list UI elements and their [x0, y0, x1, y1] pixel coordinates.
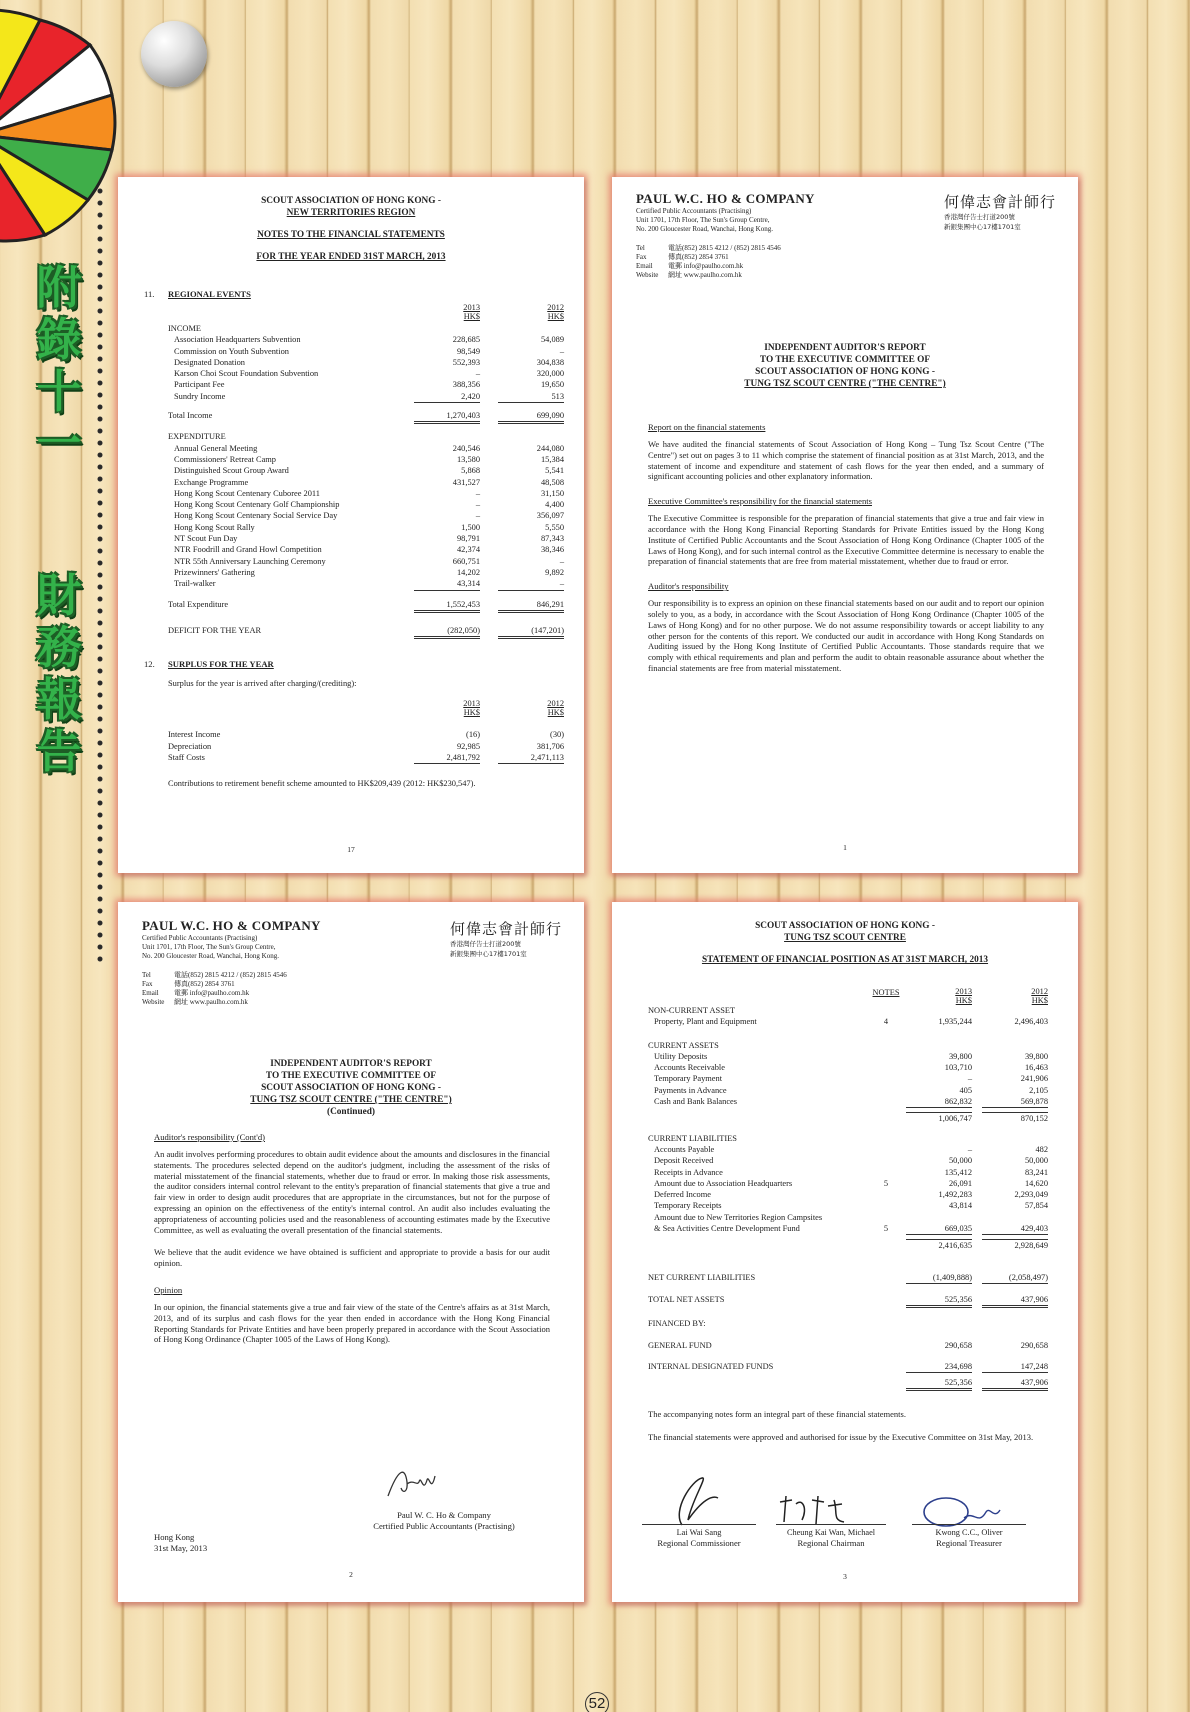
current-liabilities	[648, 1144, 1048, 1235]
side-title: 附 錄 十 一 財 務 報 告	[36, 261, 82, 778]
expenditure-row: Trail-walker 43,314 –	[168, 578, 564, 590]
firm-letterhead: PAUL W.C. HO & COMPANY Certified Public Accountants (Practising) Unit 1701, 17th Floor, The Sun's Group Centre, No. 200 Gloucester Road, Wanchai, Hong Kong. 何偉志會計師行 香港灣仔告士打道200號 新銀集團中心17樓1701室 Tel 電話(852) 2815 4212 / (852) 2815 4546 Fax 傳真(852) 2854 3761 Email 電郵 info@paulho.com.hk Website 網址 www.paulho.com.hk	[636, 191, 1056, 279]
report-date: Hong Kong 31st May, 2013	[154, 1532, 208, 1553]
expenditure-row: Exchange Programme 431,527 48,508	[174, 477, 564, 487]
income-row: Designated Donation 552,393 304,838	[174, 357, 564, 367]
report-heading-2: INDEPENDENT AUDITOR'S REPORT TO THE EXECUTIVE COMMITTEE OF SCOUT ASSOCIATION OF HONG KONG - TUNG TSZ SCOUT CENTRE ("THE CENTRE") (Continued)	[250, 1059, 452, 1117]
report-body-2: Auditor's responsibility (Cont'd) An audit involves performing procedures to obtain audit evidence about the amounts and disclosures in the financial statements. The procedures selected depend on the auditor's judgment, including the assessment of the risks of material misstatement of the financial statements, whether due to fraud or error. In making those risk assessments, the auditor considers internal control relevant to the entity's preparation of financial statements that give a true and fair view in order to design audit procedures that are appropriate in the circumstances, but not for the purpose of expressing an opinion on the effectiveness of the entity's internal control. An audit also includes evaluating the appropriateness of accounting policies used and the reasonableness of accounting estimates made by the Executive Committee, as well as evaluating the overall presentation of the financial statements. We believe that the audit evidence we have obtained is sufficient and appropriate to provide a basis for our audit opinion. Opinion In our opinion, the financial statements give a true and fair view of the state of the Centre's affairs as at 31st March, 2013, and of its surplus and cash flows for the year then ended in accordance with the Hong Kong Financial Reporting Standards for Private Entities and have been properly prepared in accordance with the Scout Association of Hong Kong Ordinance (Chapter 1005 of the Laws of Hong Kong).	[154, 1132, 550, 1345]
page-number: 52	[585, 1692, 609, 1712]
deficit-row: DEFICIT FOR THE YEAR (282,050) (147,201)	[168, 625, 564, 639]
asset-row: Utility Deposits 39,800 39,800	[654, 1051, 1048, 1061]
expenditure-row: Commissioners' Retreat Camp 13,580 15,384	[174, 454, 564, 464]
expenditure-table	[168, 443, 564, 591]
report-body: Report on the financial statements We have audited the financial statements of Scout Association of Hong Kong – Tung Tsz Scout Centre ("The Centre") set out on pages 3 to 11 which comprise the statement of financial position as at 31st March, 2013, and the statement of income and expenditure and statement of cash flows for the year then ended, and a summary of significant accounting policies and other explanatory information. Executive Committee's responsibility for the financial statements The Executive Committee is responsible for the preparation of financial statements that give a true and fair view in accordance with the Hong Kong Financial Reporting Standards for Private Entities issued by the Hong Kong Institute of Certified Public Accountants and the Scout Association of Hong Kong Ordinance (Chapter 1005 of the Laws of Hong Kong), and for such internal control as the Executive Committee determine is necessary to enable the preparation of financial statements that are free from material misstatement, whether due to fraud or error. Auditor's responsibility Our responsibility is to express an opinion on these financial statements based on our audit and to report our opinion solely to you, as a body, in accordance with the Scout Association of Hong Kong Ordinance (Chapter 1005 of the Laws of Hong Kong) and for no other purpose. We do not assume responsibility towards or accept liability to any other person for the contents of this report. We conducted our audit in accordance with Hong Kong Standards on Auditing issued by the Hong Kong Institute of Certified Public Accountants. Those standards require that we comply with ethical requirements and plan and perform the audit to obtain reasonable assurance about whether the financial statements are free from material misstatement.	[648, 422, 1044, 673]
signature-lai	[662, 1470, 742, 1530]
liability-row: Deposit Received 50,000 50,000	[654, 1156, 1048, 1166]
expenditure-row: NT Scout Fun Day 98,791 87,343	[174, 534, 564, 544]
total-income-row: Total Income 1,270,403 699,090	[168, 410, 564, 424]
internal-funds-row: INTERNAL DESIGNATED FUNDS 234,698 147,248	[648, 1361, 1048, 1373]
liability-row: Amount due to New Territories Region Campsites	[654, 1212, 823, 1222]
firm-letterhead-2: PAUL W.C. HO & COMPANY Certified Public Accountants (Practising) Unit 1701, 17th Floor, The Sun's Group Centre, No. 200 Gloucester Road, Wanchai, Hong Kong. 何偉志會計師行 香港灣仔告士打道200號 新銀集團中心17樓1701室 Tel 電話(852) 2815 4212 / (852) 2815 4546 Fax 傳真(852) 2854 3761 Email 電郵 info@paulho.com.hk Website 網址 www.paulho.com.hk	[142, 918, 562, 1006]
income-row: Association Headquarters Subvention 228,685 54,089	[174, 335, 564, 345]
expenditure-row: Hong Kong Scout Centenary Golf Championship – 4,400	[174, 500, 564, 510]
expenditure-row: Annual General Meeting 240,546 244,080	[174, 443, 564, 453]
general-fund-row: GENERAL FUND 290,658 290,658	[648, 1340, 1048, 1350]
auditor-report-continued-page: PAUL W.C. HO & COMPANY Certified Public Accountants (Practising) Unit 1701, 17th Floor, The Sun's Group Centre, No. 200 Gloucester Road, Wanchai, Hong Kong. 何偉志會計師行 香港灣仔告士打道200號 新銀集團中心17樓1701室 Tel 電話(852) 2815 4212 / (852) 2815 4546 Fax 傳真(852) 2854 3761 Email 電郵 info@paulho.com.hk Website 網址 www.paulho.com.hk INDEPENDENT AUDITOR'S REPORT TO THE EXECUTIVE COMMITTEE OF SCOUT ASSOCIATION OF HONG KONG - TUNG TSZ SCOUT CENTRE ("THE CENTRE") (Continued) Auditor's responsibility (Cont'd) An audit involves performing procedures to obtain audit evidence about the amounts and disclosures in the financial statements. The procedures selected depend on the auditor's judgment, including the assessment of the risks of material misstatement of the financial statements, whether due to fraud or error. In making those risk assessments, the auditor considers internal control relevant to the entity's preparation of financial statements that give a true and fair view in order to design audit procedures that are appropriate in the circumstances, but not for the purpose of expressing an opinion on the effectiveness of the entity's internal control. An audit also includes evaluating the appropriateness of accounting policies used and the reasonableness of accounting estimates made by the Executive Committee, as well as evaluating the overall presentation of the financial statements. We believe that the audit evidence we have obtained is sufficient and appropriate to provide a basis for our audit opinion. Opinion In our opinion, the financial statements give a true and fair view of the state of the Centre's affairs as at 31st March, 2013, and of its surplus and cash flows for the year then ended in accordance with the Hong Kong Financial Reporting Standards for Private Entities and have been properly prepared in accordance with the Scout Association of Hong Kong Ordinance (Chapter 1005 of the Laws of Hong Kong). Paul W. C. Ho & Company Certified Public Accountants (Practising) Hong Kong 31st May, 2013 2	[118, 902, 584, 1602]
total-expenditure-row: Total Expenditure 1,552,453 846,291	[168, 599, 564, 613]
liability-row: Receipts in Advance 135,412 83,241	[654, 1167, 1048, 1177]
asset-row: Temporary Payment – 241,906	[654, 1074, 1048, 1084]
liability-row: Deferred Income 1,492,283 2,293,049	[654, 1190, 1048, 1200]
liability-row: & Sea Activities Centre Development Fund 5 669,035 429,403	[648, 1223, 1048, 1235]
expenditure-row: Hong Kong Scout Rally 1,500 5,550	[174, 522, 564, 532]
expenditure-row: NTR Foodrill and Grand Howl Competition 42,374 38,346	[174, 545, 564, 555]
current-liabilities-total: 2,416,635 2,928,649	[648, 1239, 1048, 1251]
surplus-row: Staff Costs 2,481,792 2,471,113	[168, 752, 564, 764]
liability-row: Temporary Receipts 43,814 57,854	[654, 1201, 1048, 1211]
surplus-row: Interest Income (16) (30)	[168, 730, 564, 740]
asset-row: Payments in Advance 405 2,105	[654, 1085, 1048, 1095]
notes-header: SCOUT ASSOCIATION OF HONG KONG - NEW TERRITORIES REGION NOTES TO THE FINANCIAL STATEMENTS FOR THE YEAR ENDED 31ST MARCH, 2013	[256, 196, 446, 262]
liability-row: Amount due to Association Headquarters 5 26,091 14,620	[654, 1178, 1048, 1188]
auditor-signature	[383, 1464, 443, 1504]
current-assets	[648, 1051, 1048, 1108]
expenditure-row: Hong Kong Scout Centenary Cuboree 2011 – 31,150	[174, 488, 564, 498]
asset-row: Accounts Receivable 103,710 16,463	[654, 1063, 1048, 1073]
report-heading: INDEPENDENT AUDITOR'S REPORT TO THE EXECUTIVE COMMITTEE OF SCOUT ASSOCIATION OF HONG KONG - TUNG TSZ SCOUT CENTRE ("THE CENTRE")	[744, 343, 946, 389]
income-row: Commission on Youth Subvention 98,549 –	[174, 346, 564, 356]
expenditure-row: Hong Kong Scout Centenary Social Service Day – 356,097	[174, 511, 564, 521]
income-row: Participant Fee 388,356 19,650	[174, 380, 564, 390]
asset-row: Cash and Bank Balances 862,832 569,878	[648, 1096, 1048, 1108]
income-row: Karson Choi Scout Foundation Subvention – 320,000	[174, 369, 564, 379]
expenditure-row: Distinguished Scout Group Award 5,868 5,541	[174, 466, 564, 476]
surplus-row: Depreciation 92,985 381,706	[168, 741, 564, 751]
statement-header: SCOUT ASSOCIATION OF HONG KONG - TUNG TSZ SCOUT CENTRE STATEMENT OF FINANCIAL POSITION AS AT 31ST MARCH, 2013	[701, 921, 989, 965]
binder-hole-icon	[141, 21, 207, 87]
income-row: Sundry Income 2,420 513	[168, 391, 564, 403]
signatory-1: Lai Wai Sang Regional Commissioner	[642, 1524, 756, 1549]
signatory-3: Kwong C.C., Oliver Regional Treasurer	[912, 1524, 1026, 1549]
auditor-signer: Paul W. C. Ho & Company Certified Public Accountants (Practising)	[373, 1510, 515, 1531]
auditor-report-page: PAUL W.C. HO & COMPANY Certified Public Accountants (Practising) Unit 1701, 17th Floor, The Sun's Group Centre, No. 200 Gloucester Road, Wanchai, Hong Kong. 何偉志會計師行 香港灣仔告士打道200號 新銀集團中心17樓1701室 Tel 電話(852) 2815 4212 / (852) 2815 4546 Fax 傳真(852) 2854 3761 Email 電郵 info@paulho.com.hk Website 網址 www.paulho.com.hk INDEPENDENT AUDITOR'S REPORT TO THE EXECUTIVE COMMITTEE OF SCOUT ASSOCIATION OF HONG KONG - TUNG TSZ SCOUT CENTRE ("THE CENTRE") Report on the financial statements We have audited the financial statements of Scout Association of Hong Kong – Tung Tsz Scout Centre ("The Centre") set out on pages 3 to 11 which comprise the statement of financial position as at 31st March, 2013, and the statement of income and expenditure and statement of cash flows for the year then ended, and a summary of significant accounting policies and other explanatory information. Executive Committee's responsibility for the financial statements The Executive Committee is responsible for the preparation of financial statements that give a true and fair view in accordance with the Hong Kong Financial Reporting Standards for Private Entities issued by the Hong Kong Institute of Certified Public Accountants and the Scout Association of Hong Kong Ordinance (Chapter 1005 of the Laws of Hong Kong), and for such internal control as the Executive Committee determine is necessary to enable the preparation of financial statements that are free from material misstatement, whether due to fraud or error. Auditor's responsibility Our responsibility is to express an opinion on these financial statements based on our audit and to report our opinion solely to you, as a body, in accordance with the Scout Association of Hong Kong Ordinance (Chapter 1005 of the Laws of Hong Kong) and for no other purpose. We do not assume responsibility towards or accept liability to any other person for the contents of this report. We conducted our audit in accordance with Hong Kong Standards on Auditing issued by the Hong Kong Institute of Certified Public Accountants. Those standards require that we comply with ethical requirements and plan and perform the audit to obtain reasonable assurance about whether the financial statements are free from material misstatement. 1	[612, 177, 1078, 873]
expenditure-row: Prizewinners' Gathering 14,202 9,892	[174, 567, 564, 577]
non-current-assets	[648, 1016, 1048, 1027]
financial-position-page: SCOUT ASSOCIATION OF HONG KONG - TUNG TSZ SCOUT CENTRE STATEMENT OF FINANCIAL POSITION AS AT 31ST MARCH, 2013 NOTES 2013 HK$ 2012 HK$ NON-CURRENT ASSET Property, Plant and Equipment 4 1,935,244 2,496,403 CURRENT ASSETS Utility Deposits 39,800 39,800 Accounts Receivable 103,710 16,463 Temporary Payment – 241,906 Payments in Advance 405 2,105 Cash and Bank Balances 862,832 569,878 1,006,747 870,152 CURRENT LIABILITIES Accounts Payable – 482 Deposit Received 50,000 50,000 Receipts in Advance 135,412 83,241 Amount due to Association Headquarters 5 26,091 14,620 Deferred Income 1,492,283 2,293,049 Temporary Receipts 43,814 57,854 Amount due to New Territories Region Campsites & Sea Activities Centre Development Fund 5 669,035 429,403 2,416,635 2,928,649 NET CURRENT LIABILITIES (1,409,888) (2,058,497) TOTAL NET ASSETS 525,356 437,906 FINANCED BY: GENERAL FUND 290,658 290,658 INTERNAL DESIGNATED FUNDS 234,698 147,248 525,356 437,906 The accompanying notes form an integral part of these financial statements. The financial statements were approved and authorised for issue by the Executive Committee on 31st May, 2013. Lai Wai Sang Regional Commissioner Cheung Kai Wan, Michael Regional Chairman Kwong C.C., Oliver Regional Treasurer 3	[612, 902, 1078, 1602]
financed-total-row: 525,356 437,906	[648, 1377, 1048, 1391]
binder-dots	[95, 185, 105, 965]
statement-table: NOTES 2013 HK$ 2012 HK$ NON-CURRENT ASSET Property, Plant and Equipment 4 1,935,244 2,496,403 CURRENT ASSETS Utility Deposits 39,800 39,800 Accounts Receivable 103,710 16,463 Temporary Payment – 241,906 Payments in Advance 405 2,105 Cash and Bank Balances 862,832 569,878 1,006,747 870,152 CURRENT LIABILITIES Accounts Payable – 482 Deposit Received 50,000 50,000 Receipts in Advance 135,412 83,241 Amount due to Association Headquarters 5 26,091 14,620 Deferred Income 1,492,283 2,293,049 Temporary Receipts 43,814 57,854 Amount due to New Territories Region Campsites & Sea Activities Centre Development Fund 5 669,035 429,403 2,416,635 2,928,649 NET CURRENT LIABILITIES (1,409,888) (2,058,497) TOTAL NET ASSETS 525,356 437,906 FINANCED BY: GENERAL FUND 290,658 290,658 INTERNAL DESIGNATED FUNDS 234,698 147,248 525,356 437,906 The accompanying notes form an integral part of these financial statements. The financial statements were approved and authorised for issue by the Executive Committee on 31st May, 2013.	[648, 987, 1048, 1443]
regional-events-section: 11. REGIONAL EVENTS 2013 HK$ 2012 HK$ INCOME Association Headquarters Subvention 228,685 54,089 Commission on Youth Subvention 98,549 – Designated Donation 552,393 304,838 Karson Choi Scout Foundation Subvention – 320,000 Participant Fee 388,356 19,650 Sundry Income 2,420 513 Total Income 1,270,403 699,090 EXPENDITURE Annual General Meeting 240,546 244,080 Commissioners' Retreat Camp 13,580 15,384 Distinguished Scout Group Award 5,868 5,541 Exchange Programme 431,527 48,508 Hong Kong Scout Centenary Cuboree 2011 – 31,150 Hong Kong Scout Centenary Golf Championship – 4,400 Hong Kong Scout Centenary Social Service Day – 356,097 Hong Kong Scout Rally 1,500 5,550 NT Scout Fun Day 98,791 87,343 NTR Foodrill and Grand Howl Competition 42,374 38,346 NTR 55th Anniversary Launching Ceremony 660,751 – Prizewinners' Gathering 14,202 9,892 Trail-walker 43,314 – Total Expenditure 1,552,453 846,291 DEFICIT FOR THE YEAR (282,050) (147,201) 12. SURPLUS FOR THE YEAR Surplus for the year is arrived after charging/(crediting): 2013 HK$ 2012 HK$ Interest Income (16) (30) Depreciation 92,985 381,706 Staff Costs 2,481,792 2,471,113 Contributions to retirement benefit scheme amounted to HK$209,439 (2012: HK$230,547).	[144, 289, 564, 789]
liability-row: Accounts Payable – 482	[654, 1144, 1048, 1154]
asset-row: Property, Plant and Equipment 4 1,935,244 2,496,403	[654, 1017, 1048, 1027]
surplus-table	[168, 729, 564, 764]
notes-page: SCOUT ASSOCIATION OF HONG KONG - NEW TERRITORIES REGION NOTES TO THE FINANCIAL STATEMENTS FOR THE YEAR ENDED 31ST MARCH, 2013 11. REGIONAL EVENTS 2013 HK$ 2012 HK$ INCOME Association Headquarters Subvention 228,685 54,089 Commission on Youth Subvention 98,549 – Designated Donation 552,393 304,838 Karson Choi Scout Foundation Subvention – 320,000 Participant Fee 388,356 19,650 Sundry Income 2,420 513 Total Income 1,270,403 699,090 EXPENDITURE Annual General Meeting 240,546 244,080 Commissioners' Retreat Camp 13,580 15,384 Distinguished Scout Group Award 5,868 5,541 Exchange Programme 431,527 48,508 Hong Kong Scout Centenary Cuboree 2011 – 31,150 Hong Kong Scout Centenary Golf Championship – 4,400 Hong Kong Scout Centenary Social Service Day – 356,097 Hong Kong Scout Rally 1,500 5,550 NT Scout Fun Day 98,791 87,343 NTR Foodrill and Grand Howl Competition 42,374 38,346 NTR 55th Anniversary Launching Ceremony 660,751 – Prizewinners' Gathering 14,202 9,892 Trail-walker 43,314 – Total Expenditure 1,552,453 846,291 DEFICIT FOR THE YEAR (282,050) (147,201) 12. SURPLUS FOR THE YEAR Surplus for the year is arrived after charging/(crediting): 2013 HK$ 2012 HK$ Interest Income (16) (30) Depreciation 92,985 381,706 Staff Costs 2,481,792 2,471,113 Contributions to retirement benefit scheme amounted to HK$209,439 (2012: HK$230,547). 17	[118, 177, 584, 873]
net-current-liabilities-row: NET CURRENT LIABILITIES (1,409,888) (2,058,497)	[648, 1272, 1048, 1284]
expenditure-row: NTR 55th Anniversary Launching Ceremony 660,751 –	[174, 556, 564, 566]
signatory-2: Cheung Kai Wan, Michael Regional Chairman	[776, 1524, 886, 1549]
income-table	[168, 334, 564, 403]
total-net-assets-row: TOTAL NET ASSETS 525,356 437,906	[648, 1294, 1048, 1308]
current-assets-total: 1,006,747 870,152	[648, 1112, 1048, 1124]
